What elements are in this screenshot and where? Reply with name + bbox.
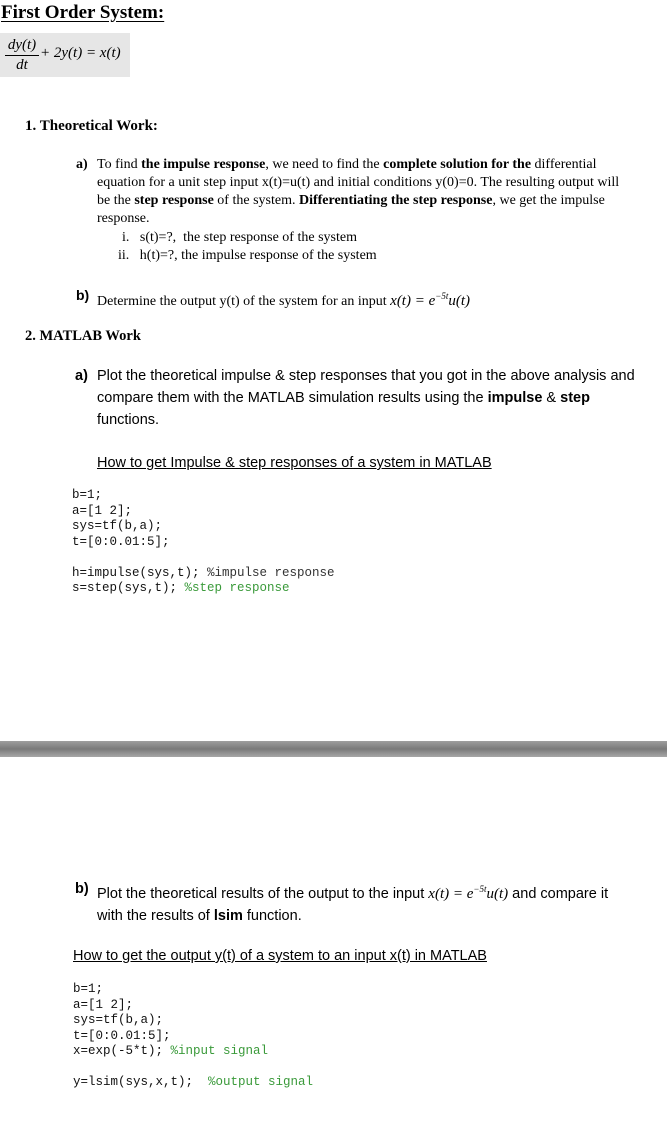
item-b-marker: b)	[75, 881, 89, 897]
code-blank-line	[73, 1060, 313, 1076]
bold-run: lsim	[213, 908, 243, 924]
item-b-text	[97, 287, 470, 311]
code-line: b=1;	[73, 982, 104, 996]
text-run: functions.	[97, 412, 160, 428]
text-run: &	[542, 390, 561, 406]
item-b-marker: b)	[76, 287, 90, 303]
text-run: To find	[97, 157, 142, 172]
code-text: y=lsim(sys,x,t);	[73, 1075, 209, 1089]
equation-box	[0, 33, 130, 77]
code-line: sys=tf(b,a);	[72, 519, 163, 533]
bold-run: step	[560, 390, 590, 406]
code-block-impulse-step	[72, 488, 335, 597]
fraction-numerator: dy(t)	[7, 37, 37, 53]
sub-item-i: i. s(t)=?, the step response of the system	[122, 230, 357, 245]
derivative-fraction	[5, 37, 39, 74]
formula-lhs: x(t) = e	[428, 886, 474, 902]
text-run: differential equation for a unit step input x(t)=u(t) and initial conditions y(0)=0. The resulting output will be the	[97, 157, 620, 208]
text-run: Determine the output y(t) of the system for an input	[97, 294, 391, 309]
code-comment: %output signal	[208, 1075, 314, 1089]
formula-rhs: u(t)	[448, 293, 471, 309]
code-line: sys=tf(b,a);	[73, 1013, 164, 1027]
code-line: b=1;	[72, 488, 103, 502]
code-line	[73, 1044, 313, 1060]
page-break-separator	[0, 741, 667, 757]
input-formula	[428, 886, 508, 902]
formula-exponent: −5t	[435, 291, 449, 301]
code-line	[72, 566, 335, 582]
code-blank-line	[72, 550, 335, 566]
equation-rest: + 2y(t) = x(t)	[40, 45, 121, 61]
item-b-text	[97, 878, 637, 927]
text-run: , we get the impulse response.	[97, 193, 605, 226]
code-line	[73, 1075, 313, 1091]
text-run: function.	[242, 908, 302, 924]
item-a-marker: a)	[75, 368, 88, 384]
matlab-lsim-link[interactable]: How to get the output y(t) of a system to an input x(t) in MATLAB	[73, 948, 487, 964]
code-line: a=[1 2];	[72, 503, 133, 518]
text-run: Plot the theoretical results of the output to the input	[97, 886, 429, 902]
matlab-impulse-step-link[interactable]: How to get Impulse & step responses of a system in MATLAB	[97, 455, 492, 471]
code-text: s=step(sys,t);	[72, 581, 185, 595]
text-run: Plot the theoretical impulse & step responses that you got in the above analysis and compare them with the MATLAB simulation results using the	[97, 368, 635, 406]
section-heading-matlab: 2. MATLAB Work	[25, 328, 141, 344]
fraction-bar	[5, 55, 39, 56]
text-run: , we need to find the	[265, 157, 384, 172]
text-run: and compare it with the results of	[97, 886, 609, 924]
code-comment: %step response	[184, 581, 290, 595]
code-text: h=impulse(sys,t);	[72, 565, 208, 580]
code-line	[72, 581, 335, 597]
item-a-text	[97, 156, 632, 228]
code-line: t=[0:0.01:5];	[72, 534, 170, 549]
text-run: of the system.	[213, 193, 299, 208]
code-block-lsim	[73, 982, 313, 1091]
code-line: t=[0:0.01:5];	[73, 1028, 171, 1043]
item-a-text	[97, 365, 637, 431]
page-title: First Order System:	[1, 2, 165, 23]
section-heading-theoretical: 1. Theoretical Work:	[25, 118, 158, 134]
bold-run: step response	[134, 193, 214, 208]
item-a-marker: a)	[76, 157, 88, 172]
sub-item-ii: ii. h(t)=?, the impulse response of the system	[118, 248, 377, 263]
bold-run: the impulse response	[141, 157, 266, 172]
bold-run: impulse	[487, 390, 543, 406]
code-comment: %input signal	[170, 1044, 269, 1058]
formula-rhs: u(t)	[486, 886, 509, 902]
input-formula	[390, 293, 470, 309]
bold-run: Differentiating the step response	[298, 193, 493, 208]
code-text: x=exp(-5*t);	[73, 1044, 171, 1058]
formula-exponent: −5t	[473, 884, 487, 894]
bold-run: complete solution for the	[383, 157, 532, 172]
formula-lhs: x(t) = e	[390, 293, 436, 309]
code-line: a=[1 2];	[73, 997, 134, 1012]
fraction-denominator: dt	[16, 57, 28, 73]
code-comment: %impulse response	[207, 565, 335, 580]
